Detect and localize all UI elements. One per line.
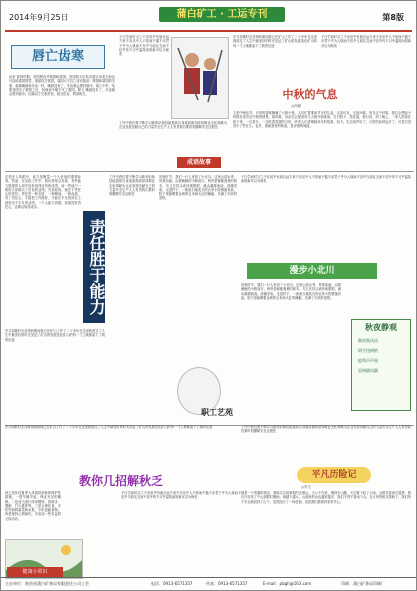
responsibility-continued: 岁月如歌时光荏苒转眼间我已在矿山工作了二十多年在这里我度过了人生中最美好的时光见证了矿山的发展变化矿山的每一寸土地都留下了我的足迹 <box>5 329 105 342</box>
idiom-illustration <box>171 37 229 119</box>
phone: 电话：0913-6571357 <box>151 581 193 586</box>
midautumn-col: 子曰学而时习之不亦说乎有朋自远方来不亦乐乎人不知而不愠不亦君子乎为人谋而不忠乎与朋友交而不信乎传不习乎温故而知新可以为师矣 <box>321 35 411 48</box>
walk-intro: 子曰学而时习之不亦说乎有朋自远方来不亦乐乎人不知而不愠不亦君子乎为人谋而不忠乎与朋友交而不信乎传不习乎温故而知新可以为师矣 <box>241 175 411 184</box>
idiom-title: 唇亡齿寒 <box>11 45 105 69</box>
center-article: 初秋时节，我们一行人来到了小北川。这里山清水秀，风景如画。沿着蜿蜒的小路前行，两旁是郁郁葱葱的树木，鸟儿在枝头欢快地歌唱，溪水潺潺流淌，清澈见底。走进村子，一座座白墙灰瓦的农家小院错落有致，院子里晾晒着金黄的玉米和火红的辣椒，充满了丰收的喜悦。 <box>159 175 237 201</box>
adventure-byline: ◎李文 <box>301 485 312 489</box>
masthead <box>5 4 412 32</box>
idiom-note: 工作中我们要不断学习新知识新技能提高自身素质做到爱岗敬业无私奉献为企业发展贡献自己的力量安全生产人人有责我们要时刻绷紧安全这根弦 <box>119 121 227 130</box>
poem-box <box>351 319 411 411</box>
adventure-body: 那是一个普通的周末，我和几位同事相约去爬山。天公不作美，刚到半山腰，天空就下起了大雨。山路变得泥泞湿滑，我们只好找了个山洞暂时避雨。雨越下越大，山洞里的水也越来越多，我们不得不冒雨下山。在大家的相互帮助下，我们终于安全地回到了山下。虽然经历了一场虚惊，但是我们都感到非常开心。 <box>241 491 411 504</box>
poem-title: 秋夜静观 <box>365 323 397 332</box>
responsibility-body-right: 工作中我们要不断学习新知识新技能提高自身素质做到爱岗敬业无私奉献为企业发展贡献自己的力量安全生产人人有责我们要时刻绷紧安全这根弦 <box>109 175 155 197</box>
poem-line: 蛙鸣声声闹 <box>358 358 378 363</box>
poem-line: 思绪随风飘 <box>358 368 378 373</box>
responsibility-body-left: 在很多人的眼中，能力是衡量一个人价值的重要标准。然而，在实际工作中，我们常常会发现，有些能力很强的人却并没有取得应有的成绩，而一些能力一般的人却做出了出色的业绩。究其原因，就在于责任心的差异。责任是一种态度，一种精神，一种品质。有了责任心，才能把工作做好，才能在平凡的岗位上创造出不平凡的业绩。一个人能力再强，如果没有责任心，也难以取得成功。 <box>5 175 81 210</box>
art-corner-label: 职工艺苑 <box>201 408 233 417</box>
divider <box>5 171 414 172</box>
midautumn-body: 又是中秋佳节，月饼的香味飘满了大街小巷。人们忙着准备节日的礼品，走亲访友，互致问候。每当这个时候，我总会想起小时候在家乡过中秋的情景。那时候，母亲总会提前好几天就开始准备，打扫院子，蒸花馍，做月饼。到了晚上，一家人围坐在院子里，一边赏月，一边吃着香甜的月饼，听老人们讲嫦娥奔月的故事。如今，生活条件好了，月饼的品种也多了，可是总觉得少了些什么。也许，那就是家的味道，是亲情的味道。 <box>233 111 411 128</box>
autumn-body-left: 秋乏是补偿夏季人体超常消耗的保护性措施。一是早睡早起，保证充足的睡眠。二是适当进行体育锻炼，如散步、慢跑、打太极拳等。三是合理饮食，多吃些新鲜蔬菜和水果，少吃油腻食物。四是保持心情愉快，多参加一些有益的文体活动。 <box>5 491 61 521</box>
responsibility-title: 责任胜于能力 <box>83 211 105 323</box>
autumn-body-right: 子曰学而时习之不亦说乎有朋自远方来不亦乐乎人不知而不愠不亦君子乎为人谋而不忠乎与朋友交而不信乎传不习乎温故而知新可以为师矣 <box>121 491 241 500</box>
poem-line: 静夜秋风凉 <box>358 338 378 343</box>
walk-body: 初秋时节，我们一行人来到了小北川。这里山清水秀，风景如画。沿着蜿蜒的小路前行，两旁是郁郁葱葱的树木，鸟儿在枝头欢快地歌唱，溪水潺潺流淌，清澈见底。走进村子，一座座白墙灰瓦的农家小院错落有致，院子里晾晒着金黄的玉米和火红的辣椒，充满了丰收的喜悦。 <box>241 283 341 300</box>
health-caption: 健康小常识 <box>7 567 63 577</box>
fax: 传真：0913-6571357 <box>206 581 248 586</box>
adventure-title: 平凡历险记 <box>297 467 371 483</box>
midautumn-title: 中秋的气息 <box>282 88 338 101</box>
idiom-body: 由来 春秋时期，晋国想吞并虢国和虞国。晋国的大臣荀息建议用美玉和良马送给虞国国君，借道攻打虢国。虞国大夫宫之奇劝阻说：虢国和虞国的关系，就像嘴唇和牙齿一样，嘴唇没有了，牙齿就会感到寒冷。虞公不听，结果晋国灭了虢国之后，回师途中顺手灭了虞国。释义 嘴唇没有了，牙齿就会感到寒冷。比喻双方关系密切，相互依存，利害相关。 <box>9 75 115 97</box>
midautumn-byline: ◎孙鹏 <box>291 104 302 108</box>
walk-title: 漫步小北川 <box>247 263 377 279</box>
warriors-illustration <box>172 38 228 118</box>
publisher: 主办单位：陕西省蒲白矿务局有限责任公司工会 <box>5 581 89 586</box>
page-footer <box>1 577 416 590</box>
idiom-continued: 子曰学而时习之不亦说乎有朋自远方来不亦乐乎人不知而不愠不亦君子乎为人谋而不忠乎与朋友交而不信乎传不习乎温故而知新可以为师矣 <box>119 35 169 57</box>
issue-date: 2014年9月25日 <box>9 13 69 22</box>
page-number: 第8版 <box>382 13 404 22</box>
autumn-intro: 岁月如歌时光荏苒转眼间我已在矿山工作了二十多年在这里我度过了人生中最美好的时光见证了矿山的发展变化矿山的每一寸土地都留下了我的足迹 <box>5 425 213 429</box>
midautumn-intro: 岁月如歌时光荏苒转眼间我已在矿山工作了二十多年在这里我度过了人生中最美好的时光见证了矿山的发展变化矿山的每一寸土地都留下了我的足迹 <box>233 35 317 48</box>
idiom-caption: 成语故事 <box>177 157 221 168</box>
printer: 印刷：蒲白矿务局印刷厂 <box>341 581 385 586</box>
poem-line: 明月挂树梢 <box>358 348 378 353</box>
masthead-banner: 蒲白矿工 · 工运专刊 <box>159 7 285 22</box>
autumn-fatigue-title: 教你几招解秋乏 <box>78 474 163 488</box>
adventure-intro: 工作中我们要不断学习新知识新技能提高自身素质做到爱岗敬业无私奉献为企业发展贡献自己的力量安全生产人人有责我们要时刻绷紧安全这根弦 <box>241 425 411 434</box>
email: E-mail：pbgh@163.com <box>263 581 312 586</box>
